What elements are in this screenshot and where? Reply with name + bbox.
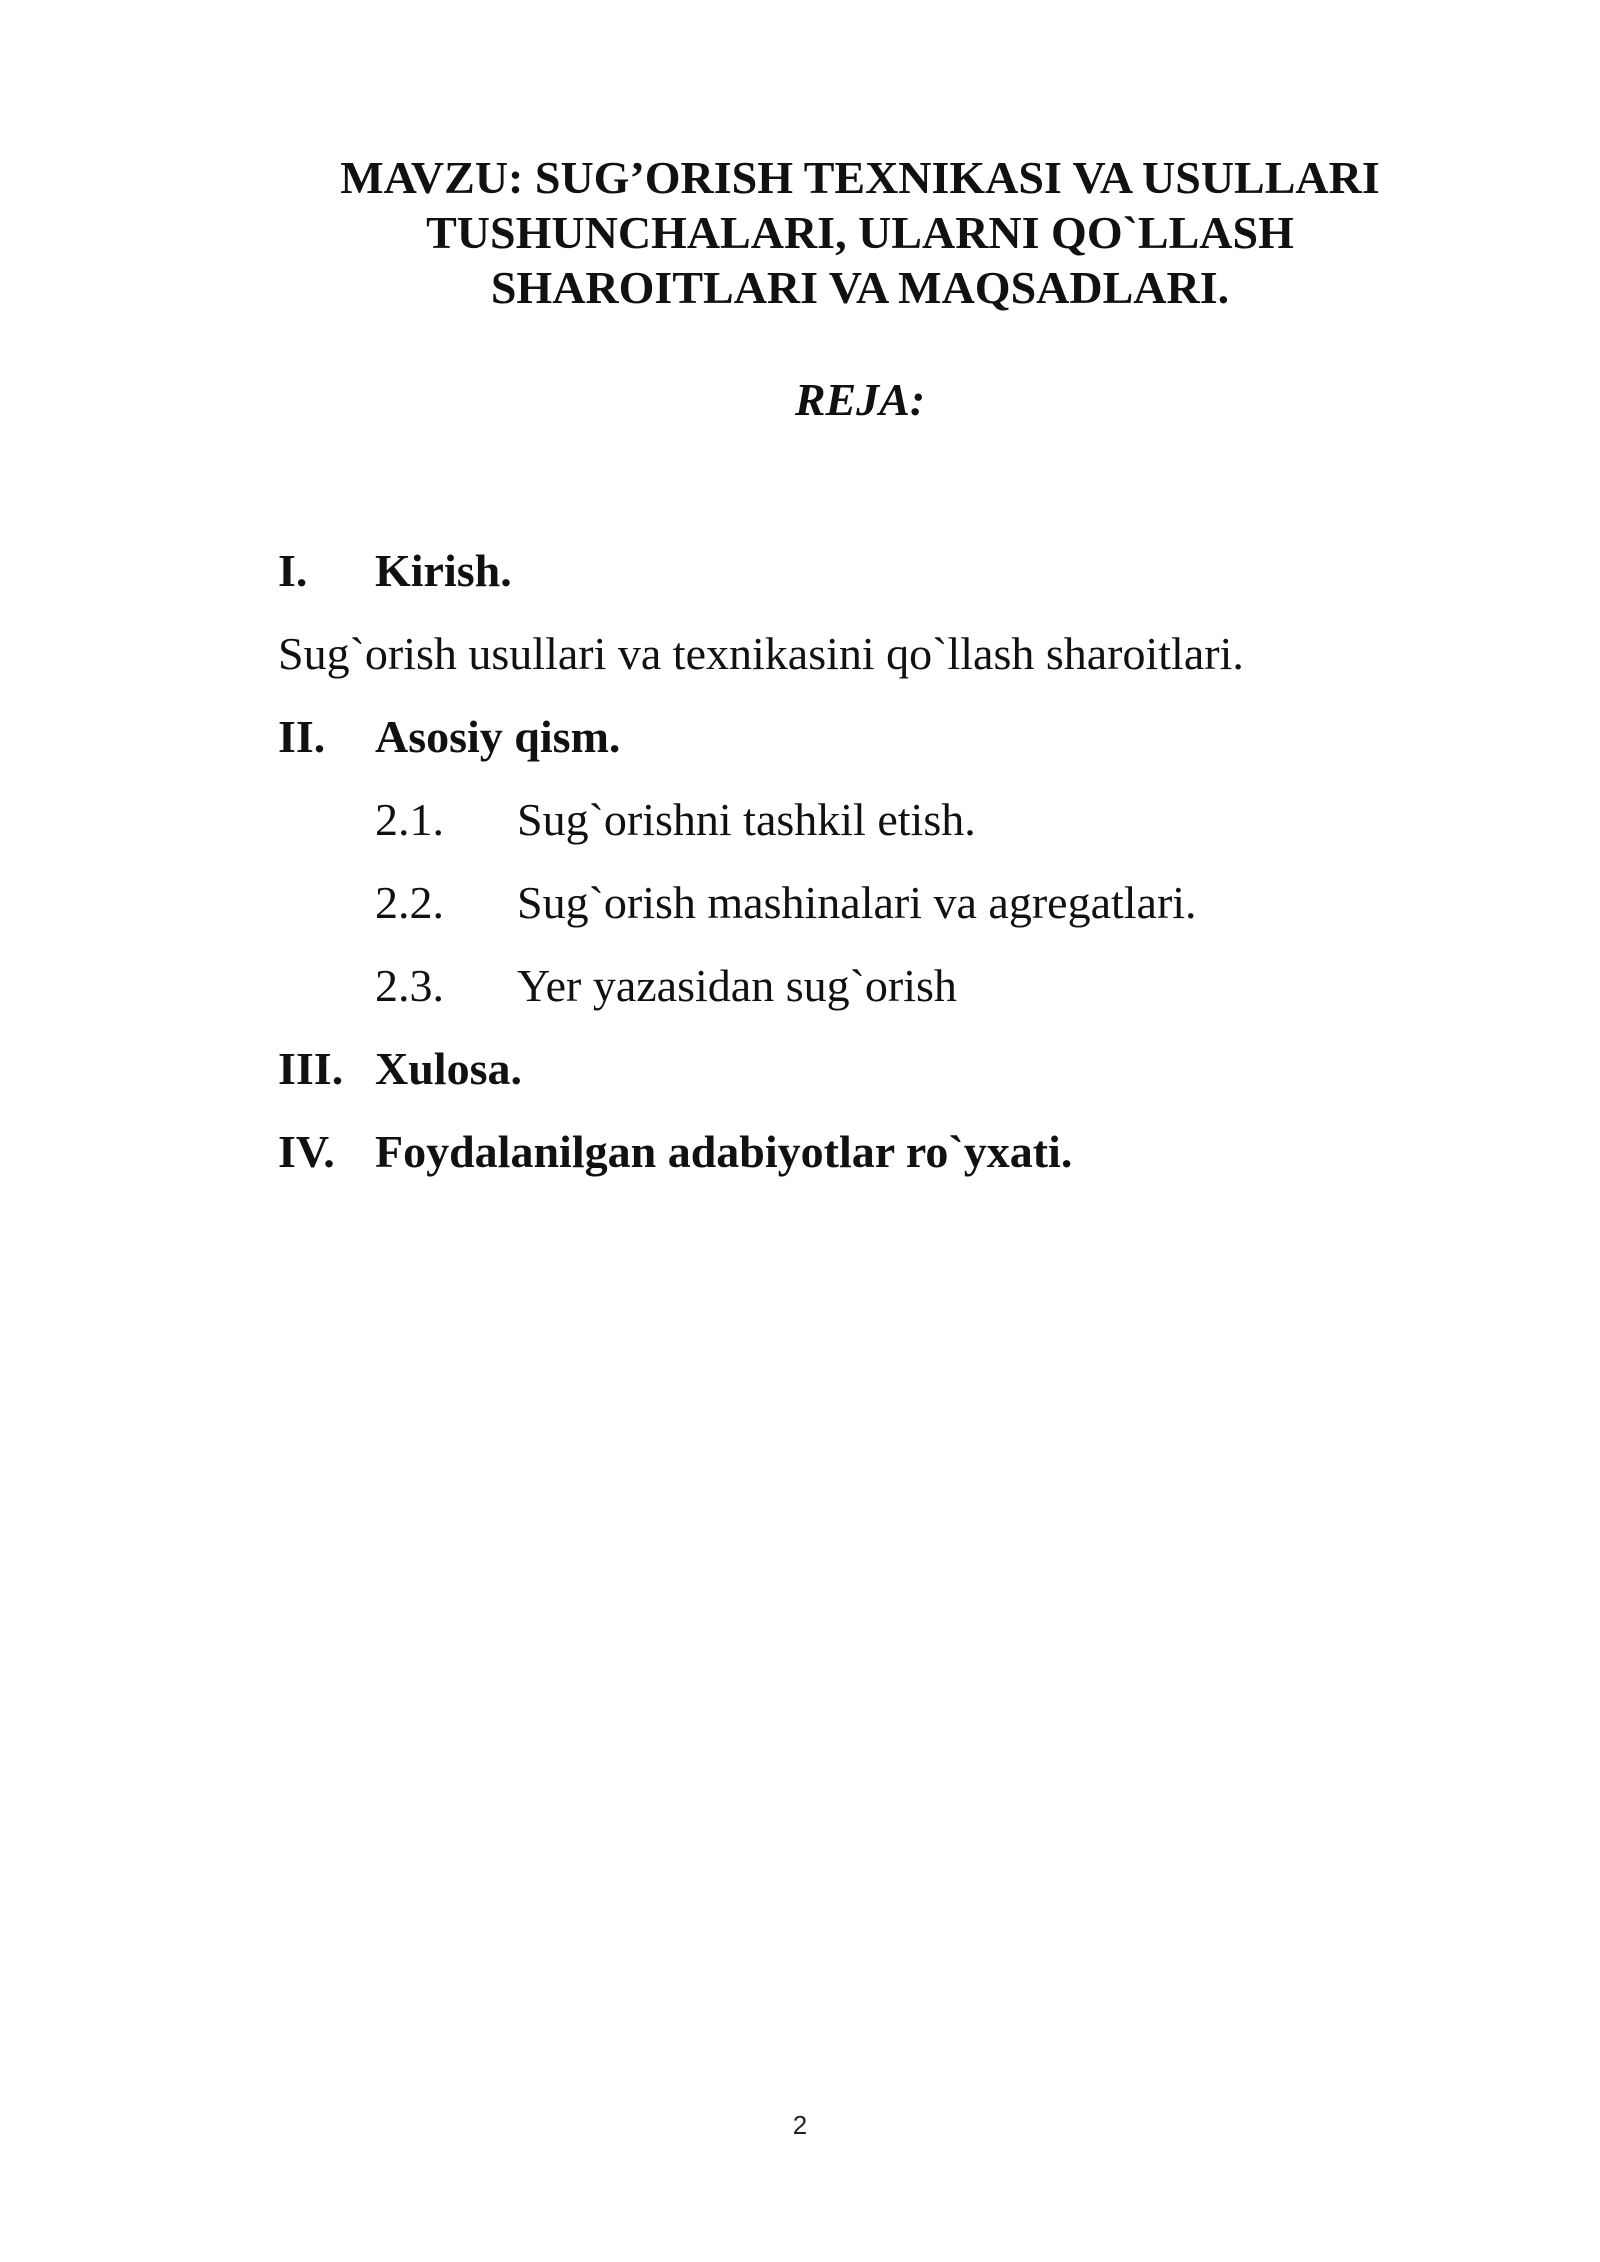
section-numeral: II. (278, 711, 326, 762)
section-numeral: I. (278, 545, 308, 596)
section-heading: Xulosa. (375, 1043, 522, 1094)
subsection-number: 2.1. (375, 794, 444, 845)
section-numeral: IV. (278, 1126, 335, 1177)
title-line-3: SHAROITLARI VA MAQSADLARI. (490, 262, 1230, 313)
plan-heading: REJA: (794, 374, 926, 425)
subsection-text: Sug`orish mashinalari va agregatlari. (517, 877, 1197, 928)
subsection-text: Yer yazasidan sug`orish (517, 960, 957, 1011)
document-title (260, 150, 1460, 315)
section-heading: Foydalanilgan adabiyotlar ro`yxati. (375, 1126, 1073, 1177)
subsection-number: 2.3. (375, 960, 444, 1011)
section-heading: Kirish. (375, 545, 512, 596)
page-number: 2 (792, 2110, 808, 2140)
title-line-1: MAVZU: SUG’ORISH TEXNIKASI VA USULLARI (340, 152, 1380, 203)
section-heading: Asosiy qism. (375, 711, 621, 762)
title-line-2: TUSHUNCHALARI, ULARNI QO`LLASH (426, 207, 1294, 258)
subsection-number: 2.2. (375, 877, 444, 928)
section-numeral: III. (278, 1043, 344, 1094)
intro-text: Sug`orish usullari va texnikasini qo`llash sharoitlari. (278, 628, 1244, 679)
subsection-text: Sug`orishni tashkil etish. (517, 794, 976, 845)
